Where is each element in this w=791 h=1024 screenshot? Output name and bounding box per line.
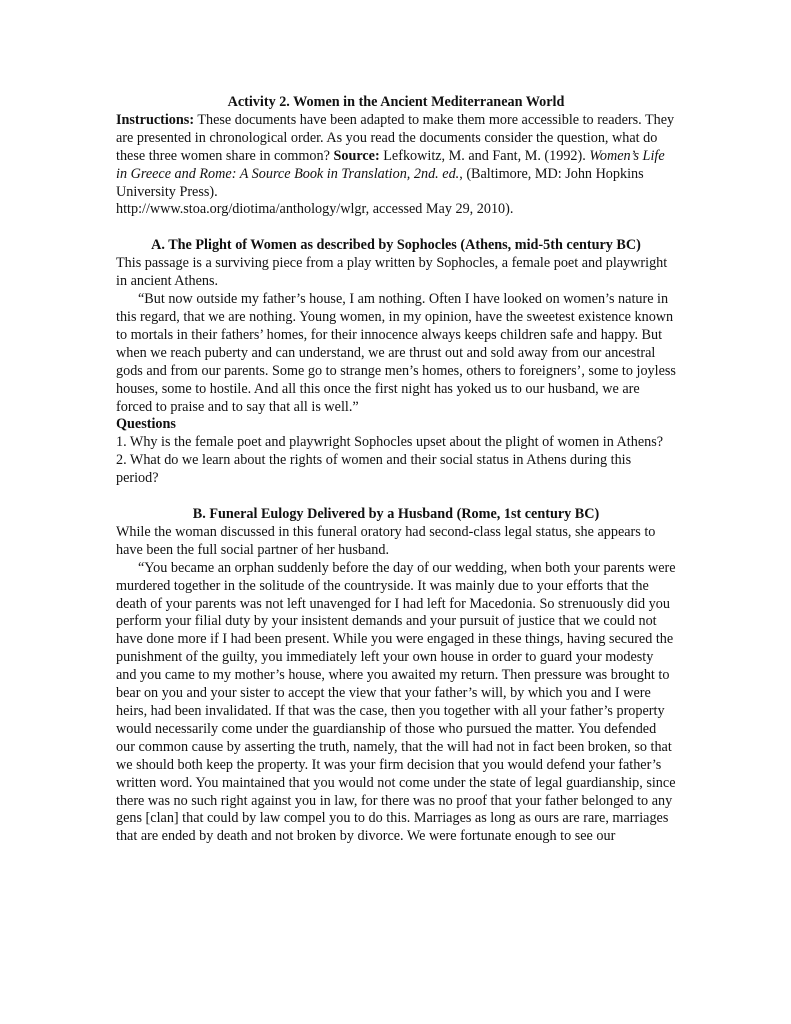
spacer xyxy=(116,219,676,237)
instructions-paragraph xyxy=(116,112,676,219)
spacer xyxy=(116,488,676,506)
section-b-quote: “You became an orphan suddenly before the day of our wedding, when both your parents were murdered together in the solitude of the countryside. It was mainly due to your efforts that the death of your parents was not left unavenged for I had left for Macedonia. So strenuously did you perform your filial duty by your insistent demands and your pursuit of justice that we could not have done more if I had been present. While you were engaged in these things, having secured the punishment of the guilty, you immediately left your own house in order to guard your modesty and you came to my mother’s house, where you awaited my return. Then pressure was brought to bear on you and your sister to accept the view that your father’s will, by which you and I were heirs, had been invalidated. If that was the case, then you together with all your father’s property would necessarily come under the guardianship of those who pursued the matter. You defended our common cause by asserting the truth, namely, that the will had not in fact been broken, so that we should both keep the property. It was your firm decision that you would defend your father’s written word. You maintained that you would not come under the state of legal guardianship, since there was no such right against you in law, for there was no proof that your father belonged to any gens [clan] that could by law compel you to do this. Marriages as long as ours are rare, marriages that are ended by death and not broken by divorce. We were fortunate enough to see our xyxy=(116,559,676,845)
question-item: 2. What do we learn about the rights of women and their social status in Athens during this period? xyxy=(116,452,632,487)
section-b-heading: B. Funeral Eulogy Delivered by a Husband (Rome, 1st century BC) xyxy=(192,506,600,523)
questions-heading: Questions xyxy=(116,416,176,433)
question-item: 1. Why is the female poet and playwright Sophocles upset about the plight of women in Athens? xyxy=(116,434,664,451)
document-page xyxy=(116,94,676,846)
source-authors: Lefkowitz, M. and Fant, M. (1992). xyxy=(379,147,590,164)
instructions-text: These documents have been adapted to make them more accessible to readers. They are presented in chronological order. As you read the documents consider the question, what do these three women share in common? xyxy=(116,111,675,164)
instructions-label: Instructions: xyxy=(116,111,195,128)
source-title: Women’s Life in Greece and Rome: A Source Book in Translation, 2nd. ed. xyxy=(116,147,665,182)
section-a-quote: “But now outside my father’s house, I am nothing. Often I have looked on women’s nature in this regard, that we are nothing. Young women, in my opinion, have the sweetest existence known to mortals in their fathers’ homes, for their innocence always keeps children safe and happy. But when we reach puberty and can understand, we are thrust out and sold away from our ancestral gods and from our parents. Some go to strange men’s homes, others to foreigners’, some to joyless houses, some to hostile. And all this once the first night has yoked us to our husband, we are forced to praise and to say that all is well.” xyxy=(116,291,676,415)
document-title: Activity 2. Women in the Ancient Mediterranean World xyxy=(227,94,565,110)
source-publisher: , (Baltimore, MD: John Hopkins University Press). xyxy=(116,165,644,200)
section-a-heading: A. The Plight of Women as described by Sophocles (Athens, mid-5th century BC) xyxy=(151,237,641,254)
section-b-intro: While the woman discussed in this funeral oratory had second-class legal status, she appears to have been the full social partner of her husband. xyxy=(116,523,656,558)
source-label: Source: xyxy=(333,147,380,164)
source-url: http://www.stoa.org/diotima/anthology/wlgr, accessed May 29, 2010). xyxy=(116,201,514,218)
section-a-intro: This passage is a surviving piece from a play written by Sophocles, a female poet and playwright in ancient Athens. xyxy=(116,255,668,290)
